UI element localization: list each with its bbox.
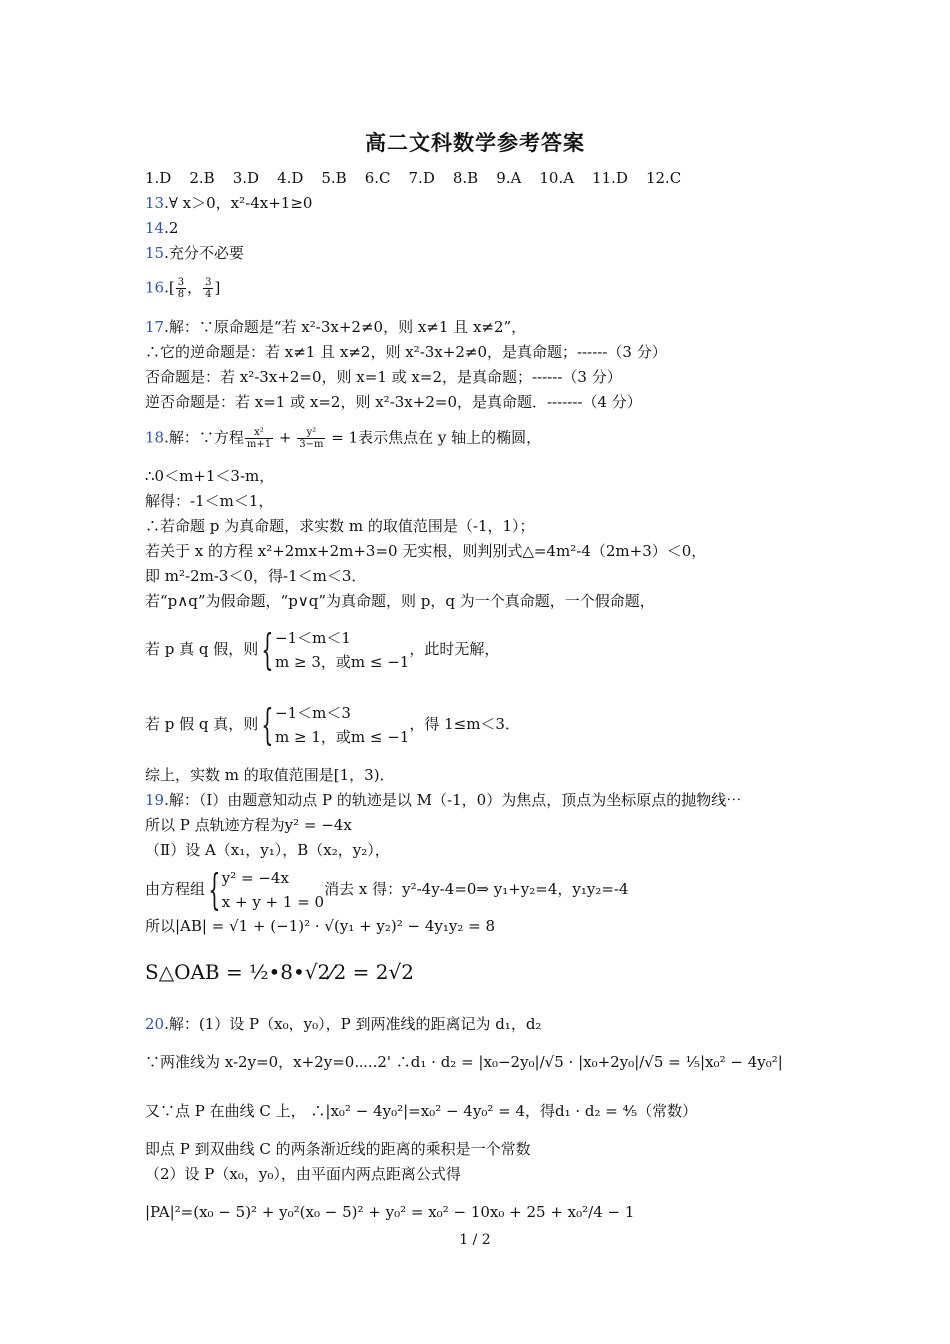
inequality-system xyxy=(275,701,409,749)
answer-19-line3: （Ⅱ）设 A（x₁，y₁），B（x₂，y₂）， xyxy=(145,841,390,859)
triangle-area-formula: S△OAB = ½•8•√2⁄2 = 2√2 xyxy=(145,960,414,984)
answer-18-line1 xyxy=(145,427,541,450)
case-result: ，此时无解， xyxy=(409,640,500,658)
separator: ， xyxy=(187,278,203,297)
brace-icon: { xyxy=(261,700,274,749)
answer-item: 1.D xyxy=(145,169,172,187)
denominator: 8 xyxy=(177,289,185,300)
answer-text: .解：∵方程 xyxy=(164,428,244,447)
case-label: 若 p 真 q 假，则 xyxy=(145,640,259,658)
answer-20-line3: 又∵点 P 在曲线 C 上， ∴|x₀² − 4y₀²|=x₀² − 4y₀² = 4，得d₁ · d₂ = ⅘（常数） xyxy=(145,1102,698,1120)
answer-19-line4: 所以|AB| = √1 + (−1)² · √(y₁ + y₂)² − 4y₁y₂ = 8 xyxy=(145,917,496,935)
system-row: −1＜m＜1 xyxy=(275,629,351,647)
brace-icon: { xyxy=(208,865,221,914)
answer-item: 10.A xyxy=(539,169,575,187)
question-number: 15 xyxy=(145,244,165,262)
system-row: m ≥ 3，或m ≤ −1 xyxy=(275,653,410,671)
answer-17-line4: 逆否命题是：若 x=1 或 x=2，则 x²-3x+2=0，是真命题．-------（4 分） xyxy=(145,393,642,411)
answer-18-case1 xyxy=(145,626,499,674)
answer-13 xyxy=(145,193,312,213)
answer-item: 3.D xyxy=(232,169,260,187)
answer-item: 11.D xyxy=(592,169,628,187)
question-number: 17 xyxy=(145,318,165,336)
answer-item: 4.D xyxy=(277,169,304,187)
answer-20-line6: |PA|²=(x₀ − 5)² + y₀²(x₀ − 5)² + y₀² = x₀² − 10x₀ + 25 + x₀²/4 − 1 xyxy=(145,1203,635,1221)
answer-text: .解：（Ⅰ）由题意知动点 P 的轨迹是以 M（-1，0）为焦点，顶点为坐标原点的抛物线⋯ xyxy=(164,791,742,809)
answer-18-line2: ∴0＜m+1＜3-m， xyxy=(145,467,275,485)
question-number: 20 xyxy=(145,1015,165,1033)
answer-text: = 1表示焦点在 y 轴上的椭圆， xyxy=(326,428,542,447)
numerator: 3 xyxy=(177,277,185,288)
fraction xyxy=(297,427,325,450)
answer-20-line1 xyxy=(145,1014,541,1034)
page-number: 1 / 2 xyxy=(459,1232,491,1248)
answer-17-line3: 否命题是：若 x²-3x+2=0，则 x=1 或 x=2，是真命题；------（3 分） xyxy=(145,368,622,386)
system-row: m ≥ 1，或m ≤ −1 xyxy=(275,728,410,746)
answer-14 xyxy=(145,218,178,238)
system-row: y² = −4x xyxy=(221,869,289,887)
answer-20-line2: ∵两准线为 x-2y=0，x+2y=0⋯..2' ∴d₁ · d₂ = |x₀−2y₀|/√5 · |x₀+2y₀|/√5 = ⅕|x₀² − 4y₀²| xyxy=(145,1053,783,1071)
answer-19-system xyxy=(145,866,629,914)
answer-text: .2 xyxy=(164,219,179,237)
denominator: m+1 xyxy=(246,439,272,450)
answer-item: 9.A xyxy=(496,169,522,187)
answer-item: 5.B xyxy=(321,169,347,187)
system-row: −1＜m＜3 xyxy=(275,704,351,722)
answer-text: .∀ x＞0，x²-4x+1≥0 xyxy=(164,194,313,212)
denominator: 4 xyxy=(205,289,212,300)
case-result: ，得 1≤m＜3． xyxy=(409,715,520,733)
system-label: 由方程组 xyxy=(145,880,206,898)
answer-20-line4: 即点 P 到双曲线 C 的两条渐近线的距离的乘积是一个常数 xyxy=(145,1140,531,1158)
system-row: x + y + 1 = 0 xyxy=(221,893,325,911)
question-number: 14 xyxy=(145,219,165,237)
fraction xyxy=(203,277,213,300)
bracket-close: ] xyxy=(214,278,221,297)
bracket-open: .[ xyxy=(164,278,175,297)
fraction xyxy=(245,427,273,450)
answer-18-line6: 即 m²-2m-3＜0，得-1＜m＜3． xyxy=(145,567,367,585)
answer-15 xyxy=(145,243,244,263)
answer-item: 2.B xyxy=(189,169,215,187)
answer-18-line4: ∴若命题 p 为真命题，求实数 m 的取值范围是（-1，1）； xyxy=(145,517,535,535)
question-number: 19 xyxy=(145,791,165,809)
choice-answers xyxy=(145,168,699,188)
numerator: y² xyxy=(297,427,325,439)
answer-16 xyxy=(145,277,220,300)
page-title: 高二文科数学参考答案 xyxy=(365,130,585,155)
answer-18-line5: 若关于 x 的方程 x²+2mx+2m+3=0 无实根，则判别式△=4m²-4（2m+3）＜0， xyxy=(145,542,707,560)
numerator: 3 xyxy=(205,277,212,288)
answer-20-line5: （2）设 P（x₀，y₀），由平面内两点距离公式得 xyxy=(145,1165,461,1183)
answer-18-line7: 若“p∧q”为假命题，“p∨q”为真命题，则 p，q 为一个真命题，一个假命题， xyxy=(145,592,655,610)
answer-17-line2: ∴它的逆命题是：若 x≠1 且 x≠2，则 x²-3x+2≠0，是真命题；------（3 分） xyxy=(145,343,667,361)
answer-item: 8.B xyxy=(452,169,479,187)
answer-text: .解：(1）设 P（x₀，y₀），P 到两准线的距离记为 d₁，d₂ xyxy=(164,1015,542,1033)
answer-19-line1 xyxy=(145,790,741,810)
question-number: 18 xyxy=(145,428,165,447)
answer-text: .充分不必要 xyxy=(164,244,244,262)
answer-19-line2: 所以 P 点轨迹方程为y² = −4x xyxy=(145,816,352,834)
brace-icon: { xyxy=(261,625,274,674)
system-result: 消去 x 得：y²-4y-4=0⇒ y₁+y₂=4，y₁y₂=-4 xyxy=(324,880,629,898)
answer-18-line3: 解得：-1＜m＜1， xyxy=(145,492,274,510)
denominator: 3−m xyxy=(299,439,324,450)
answer-18-line8: 综上，实数 m 的取值范围是[1，3)． xyxy=(145,766,395,784)
fraction xyxy=(176,277,186,300)
question-number: 13 xyxy=(145,194,165,212)
answer-item: 6.C xyxy=(364,169,391,187)
answer-17-line1 xyxy=(145,317,526,337)
answer-text: .解：∵原命题是“若 x²-3x+2≠0，则 x≠1 且 x≠2”， xyxy=(164,318,527,336)
equation-system xyxy=(222,866,324,914)
answer-item: 7.D xyxy=(408,169,435,187)
case-label: 若 p 假 q 真，则 xyxy=(145,715,259,733)
question-number: 16 xyxy=(145,278,165,297)
plus-sign: + xyxy=(274,428,297,447)
answer-18-case2 xyxy=(145,701,520,749)
answer-item: 12.C xyxy=(645,169,682,187)
inequality-system xyxy=(275,626,409,674)
numerator: x² xyxy=(245,427,273,439)
